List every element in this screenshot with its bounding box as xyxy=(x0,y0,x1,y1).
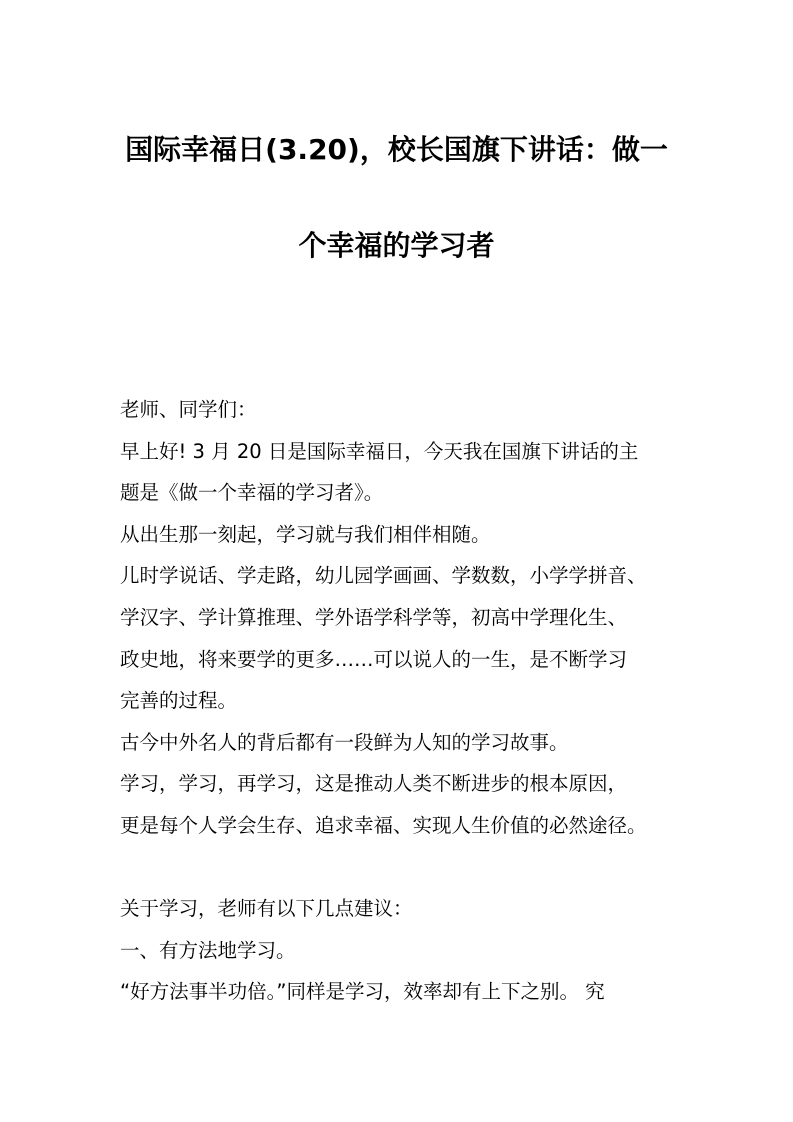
body-line: 古今中外名人的背后都有一段鲜为人知的学习故事。 xyxy=(120,730,569,754)
body-line: 学习，学习，再学习，这是推动人类不断进步的根本原因， xyxy=(120,772,628,796)
body-line: 更是每个人学会生存、追求幸福、实现人生价值的必然途径。 xyxy=(120,813,647,837)
body-line: 完善的过程。 xyxy=(120,689,238,713)
body-line: “好方法事半功倍。”同样是学习，效率却有上下之别。 究 xyxy=(120,980,605,1004)
document-title-line-2: 个幸福的学习者 xyxy=(298,229,495,262)
body-line: 政史地，将来要学的更多……可以说人的一生，是不断学习 xyxy=(120,647,628,671)
body-line: 一、有方法地学习。 xyxy=(120,938,296,962)
document-body xyxy=(120,389,700,1013)
body-line: 老师、同学们： xyxy=(120,398,257,421)
body-line: 题是《做一个幸福的学习者》。 xyxy=(120,481,384,505)
body-line: 早上好! 3 月 20 日是国际幸福日，今天我在国旗下讲话的主 xyxy=(120,439,639,463)
body-line: 从出生那一刻起，学习就与我们相伴相随。 xyxy=(120,522,491,546)
document-title-line-1: 国际幸福日(3.20)，校长国旗下讲话：做一 xyxy=(125,133,668,166)
body-line: 关于学习，老师有以下几点建议： xyxy=(120,897,413,921)
blank-line xyxy=(120,847,700,889)
body-line: 学汉字、学计算推理、学外语学科学等，初高中学理化生、 xyxy=(120,605,628,629)
body-line: 儿时学说话、学走路，幼儿园学画画、学数数，小学学拼音、 xyxy=(120,564,647,588)
